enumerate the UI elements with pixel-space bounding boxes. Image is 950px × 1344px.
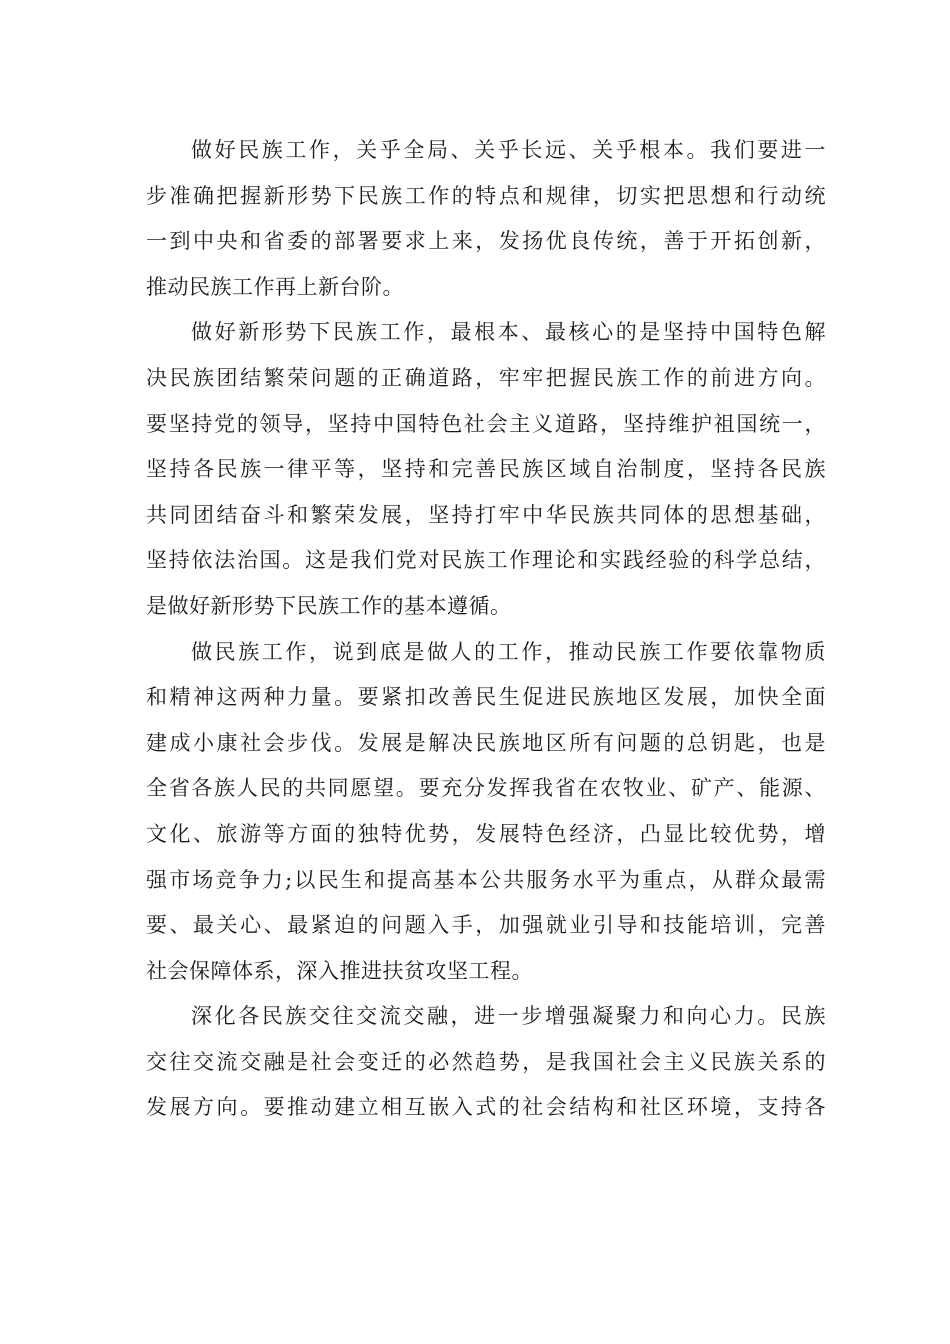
paragraph-line: 发展方向。要推动建立相互嵌入式的社会结构和社区环境，支持各 xyxy=(146,1095,826,1120)
paragraph-line: 做好民族工作，关乎全局、关乎长远、关乎根本。我们要进一 xyxy=(191,138,826,162)
paragraph-3 xyxy=(146,630,826,995)
paragraph-line: 共同团结奋斗和繁荣发展，坚持打牢中华民族共同体的思想基础， xyxy=(146,502,826,527)
paragraph-2 xyxy=(146,310,826,629)
paragraph-line: 深化各民族交往交流交融，进一步增强凝聚力和向心力。民族 xyxy=(191,1004,826,1029)
paragraph-line: 是做好新形势下民族工作的基本遵循。 xyxy=(146,593,512,618)
paragraph-line: 强市场竞争力;以民生和提高基本公共服务水平为重点，从群众最需 xyxy=(146,867,826,892)
paragraph-line: 坚持依法治国。这是我们党对民族工作理论和实践经验的科学总结， xyxy=(146,548,826,573)
paragraph-line: 步准确把握新形势下民族工作的特点和规律，切实把思想和行动统 xyxy=(146,183,826,208)
paragraph-line: 社会保障体系，深入推进扶贫攻坚工程。 xyxy=(146,958,533,983)
paragraph-line: 和精神这两种力量。要紧扣改善民生促进民族地区发展，加快全面 xyxy=(146,685,826,710)
paragraph-line: 要坚持党的领导，坚持中国特色社会主义道路，坚持维护祖国统一， xyxy=(146,411,826,436)
paragraph-line: 交往交流交融是社会变迁的必然趋势，是我国社会主义民族关系的 xyxy=(146,1049,826,1074)
paragraph-line: 建成小康社会步伐。发展是解决民族地区所有问题的总钥匙，也是 xyxy=(146,730,826,755)
paragraph-line: 推动民族工作再上新台阶。 xyxy=(146,274,404,299)
paragraph-line: 做民族工作，说到底是做人的工作，推动民族工作要依靠物质 xyxy=(191,639,826,664)
paragraph-line: 做好新形势下民族工作，最根本、最核心的是坚持中国特色解 xyxy=(191,320,826,345)
paragraph-line: 要、最关心、最紧迫的问题入手，加强就业引导和技能培训，完善 xyxy=(146,913,826,938)
document-body xyxy=(146,128,826,1131)
paragraph-line: 文化、旅游等方面的独特优势，发展特色经济，凸显比较优势，增 xyxy=(146,821,826,846)
paragraph-line: 坚持各民族一律平等，坚持和完善民族区域自治制度，坚持各民族 xyxy=(146,457,826,482)
paragraph-line: 全省各族人民的共同愿望。要充分发挥我省在农牧业、矿产、能源、 xyxy=(146,776,826,801)
paragraph-line: 决民族团结繁荣问题的正确道路，牢牢把握民族工作的前进方向。 xyxy=(146,365,826,390)
paragraph-4 xyxy=(146,994,826,1131)
paragraph-line: 一到中央和省委的部署要求上来，发扬优良传统，善于开拓创新， xyxy=(146,229,826,254)
paragraph-1 xyxy=(146,128,826,310)
